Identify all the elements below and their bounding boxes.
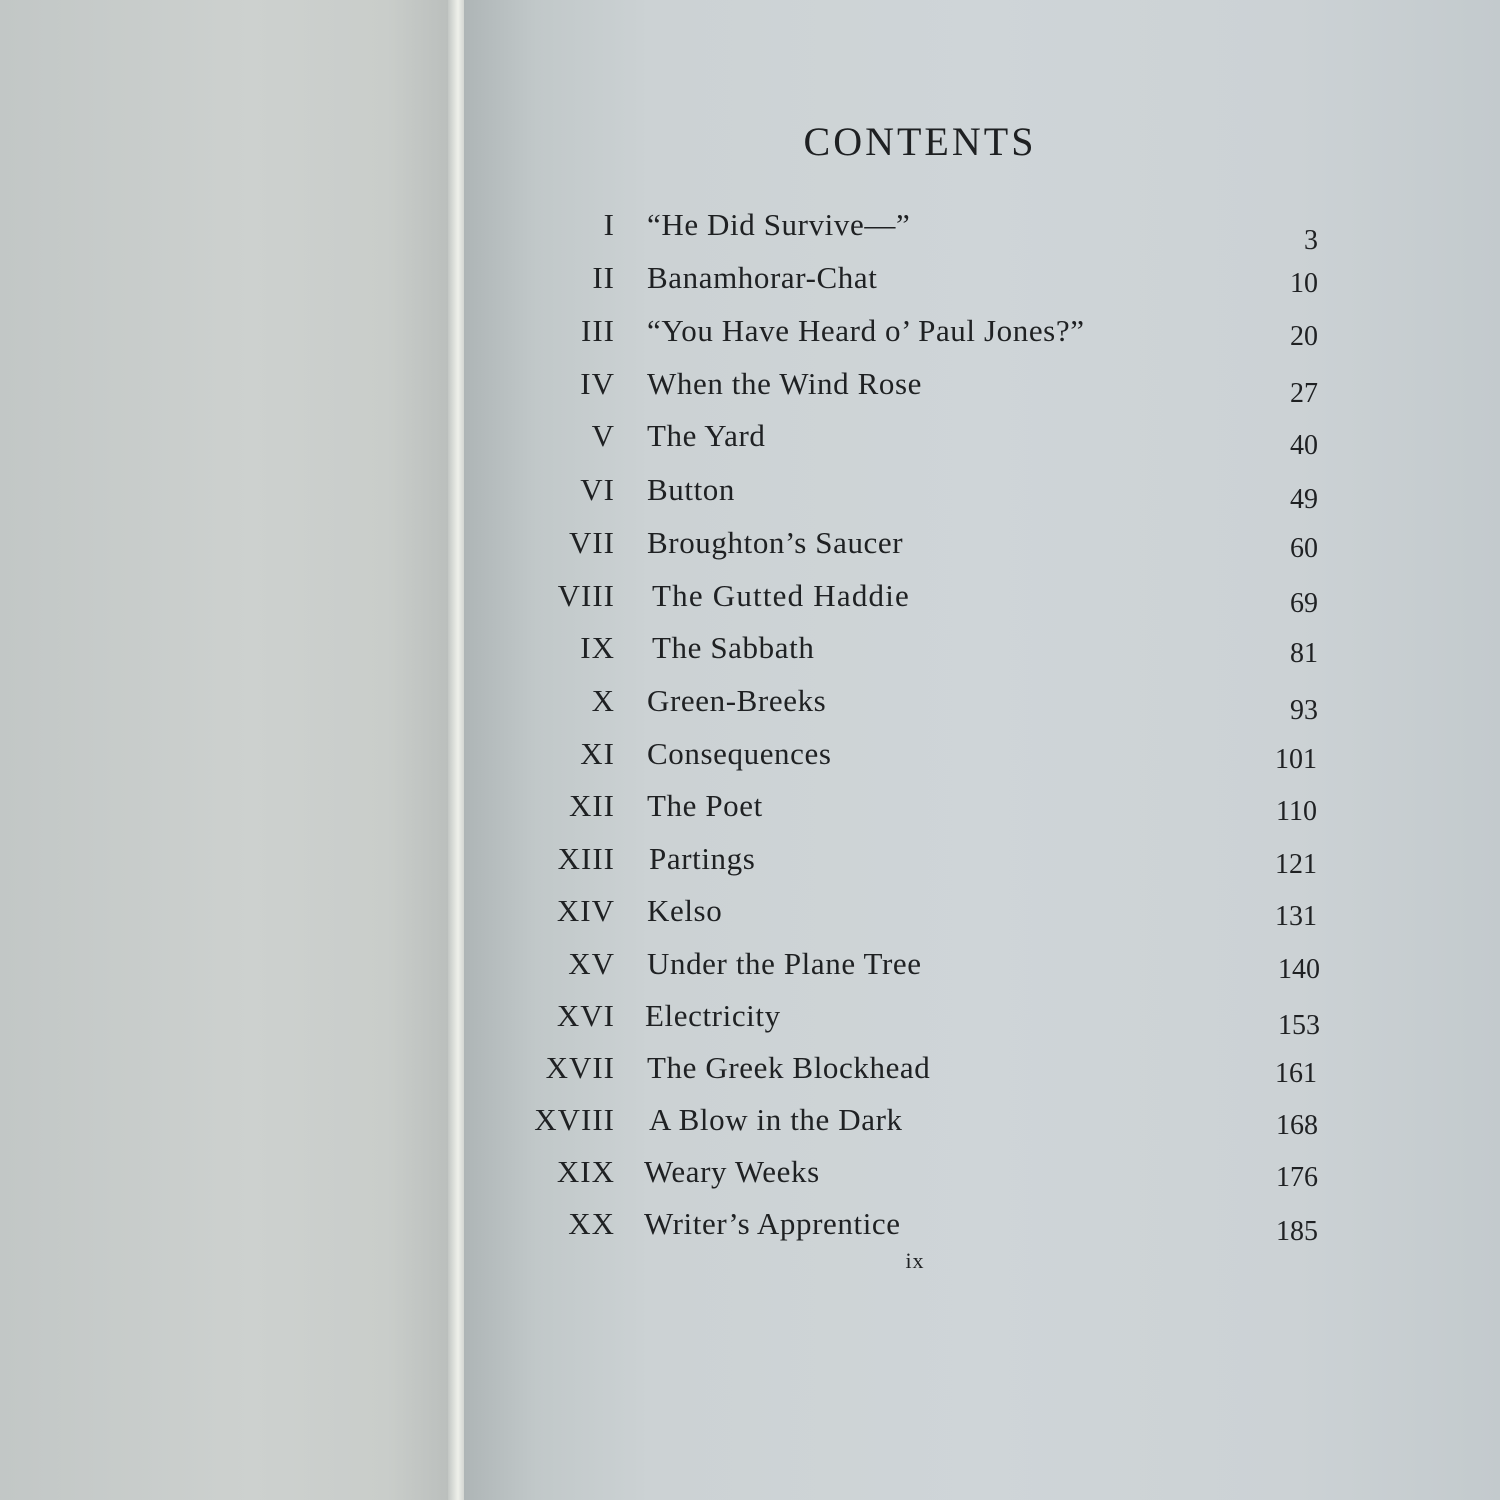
chapter-numeral: X (591, 683, 615, 718)
chapter-page: 140 (1278, 954, 1320, 985)
chapter-numeral: VIII (557, 578, 615, 613)
chapter-page: 20 (1290, 321, 1318, 352)
chapter-title: Broughton’s Saucer (647, 525, 904, 560)
chapter-title: Banamhorar-Chat (647, 260, 878, 295)
chapter-page: 27 (1290, 378, 1318, 409)
chapter-page: 3 (1304, 225, 1318, 256)
chapter-numeral: IV (580, 366, 615, 401)
chapter-numeral: XI (580, 736, 615, 771)
chapter-title: Weary Weeks (644, 1154, 820, 1189)
chapter-page: 121 (1275, 849, 1317, 880)
chapter-title: Button (647, 472, 736, 507)
chapter-numeral: XVII (545, 1050, 615, 1085)
chapter-page: 161 (1275, 1058, 1317, 1089)
toc-row (0, 366, 1500, 410)
chapter-page: 101 (1275, 744, 1317, 775)
chapter-title: Under the Plane Tree (647, 946, 922, 981)
toc-row (0, 788, 1500, 832)
toc-row (0, 946, 1500, 990)
chapter-title: Green-Breeks (647, 683, 827, 718)
toc-row (0, 1206, 1500, 1250)
chapter-title: Kelso (647, 893, 723, 928)
chapter-page: 81 (1290, 638, 1318, 669)
chapter-numeral: XV (568, 946, 615, 981)
chapter-title: The Greek Blockhead (647, 1050, 931, 1085)
chapter-page: 176 (1276, 1162, 1318, 1193)
chapter-numeral: V (591, 418, 615, 453)
toc-row (0, 313, 1500, 357)
chapter-title: A Blow in the Dark (649, 1102, 903, 1137)
chapter-numeral: VII (568, 525, 615, 560)
chapter-page: 131 (1275, 901, 1317, 932)
chapter-title: The Sabbath (652, 630, 815, 665)
chapter-title: Writer’s Apprentice (644, 1206, 901, 1241)
chapter-page: 60 (1290, 533, 1318, 564)
chapter-title: Consequences (647, 736, 832, 771)
chapter-numeral: IX (580, 630, 615, 665)
toc-row (0, 260, 1500, 304)
toc-row (0, 1102, 1500, 1146)
chapter-page: 49 (1290, 484, 1318, 515)
toc-row (0, 683, 1500, 727)
toc-row (0, 525, 1500, 569)
toc-row (0, 207, 1500, 256)
chapter-page: 185 (1276, 1216, 1318, 1247)
chapter-page: 110 (1276, 796, 1317, 827)
chapter-numeral: II (592, 260, 615, 295)
chapter-numeral: XVIII (534, 1102, 615, 1137)
chapter-page: 40 (1290, 430, 1318, 461)
page-title: CONTENTS (803, 119, 1037, 164)
toc-row (0, 472, 1500, 516)
toc-row (0, 418, 1500, 462)
chapter-title: The Poet (647, 788, 763, 823)
chapter-page: 168 (1276, 1110, 1318, 1141)
chapter-numeral: XIX (556, 1154, 615, 1189)
chapter-page: 69 (1290, 588, 1318, 619)
chapter-numeral: III (581, 313, 615, 348)
chapter-page: 153 (1278, 1010, 1320, 1041)
toc-row (0, 841, 1500, 885)
chapter-page: 93 (1290, 695, 1318, 726)
chapter-title: Partings (649, 841, 756, 876)
chapter-numeral: XIII (557, 841, 615, 876)
chapter-title: When the Wind Rose (647, 366, 923, 401)
chapter-numeral: XIV (556, 893, 615, 928)
chapter-numeral: XVI (556, 998, 615, 1033)
toc-row (0, 1050, 1500, 1094)
chapter-title: The Yard (647, 418, 766, 453)
chapter-numeral: I (603, 207, 615, 242)
toc-row (0, 736, 1500, 780)
toc-row (0, 1154, 1500, 1198)
chapter-title: Electricity (645, 998, 781, 1033)
chapter-page: 10 (1290, 268, 1318, 299)
toc-row (0, 630, 1500, 674)
page-folio: ix (905, 1248, 925, 1273)
toc-row (0, 893, 1500, 937)
toc-row (0, 578, 1500, 622)
chapter-numeral: XX (568, 1206, 615, 1241)
chapter-numeral: XII (568, 788, 615, 823)
chapter-title: “You Have Heard o’ Paul Jones?” (647, 313, 1085, 348)
chapter-title: “He Did Survive—” (647, 207, 911, 242)
toc-row (0, 998, 1500, 1042)
chapter-title: The Gutted Haddie (652, 578, 910, 613)
chapter-numeral: VI (580, 472, 615, 507)
